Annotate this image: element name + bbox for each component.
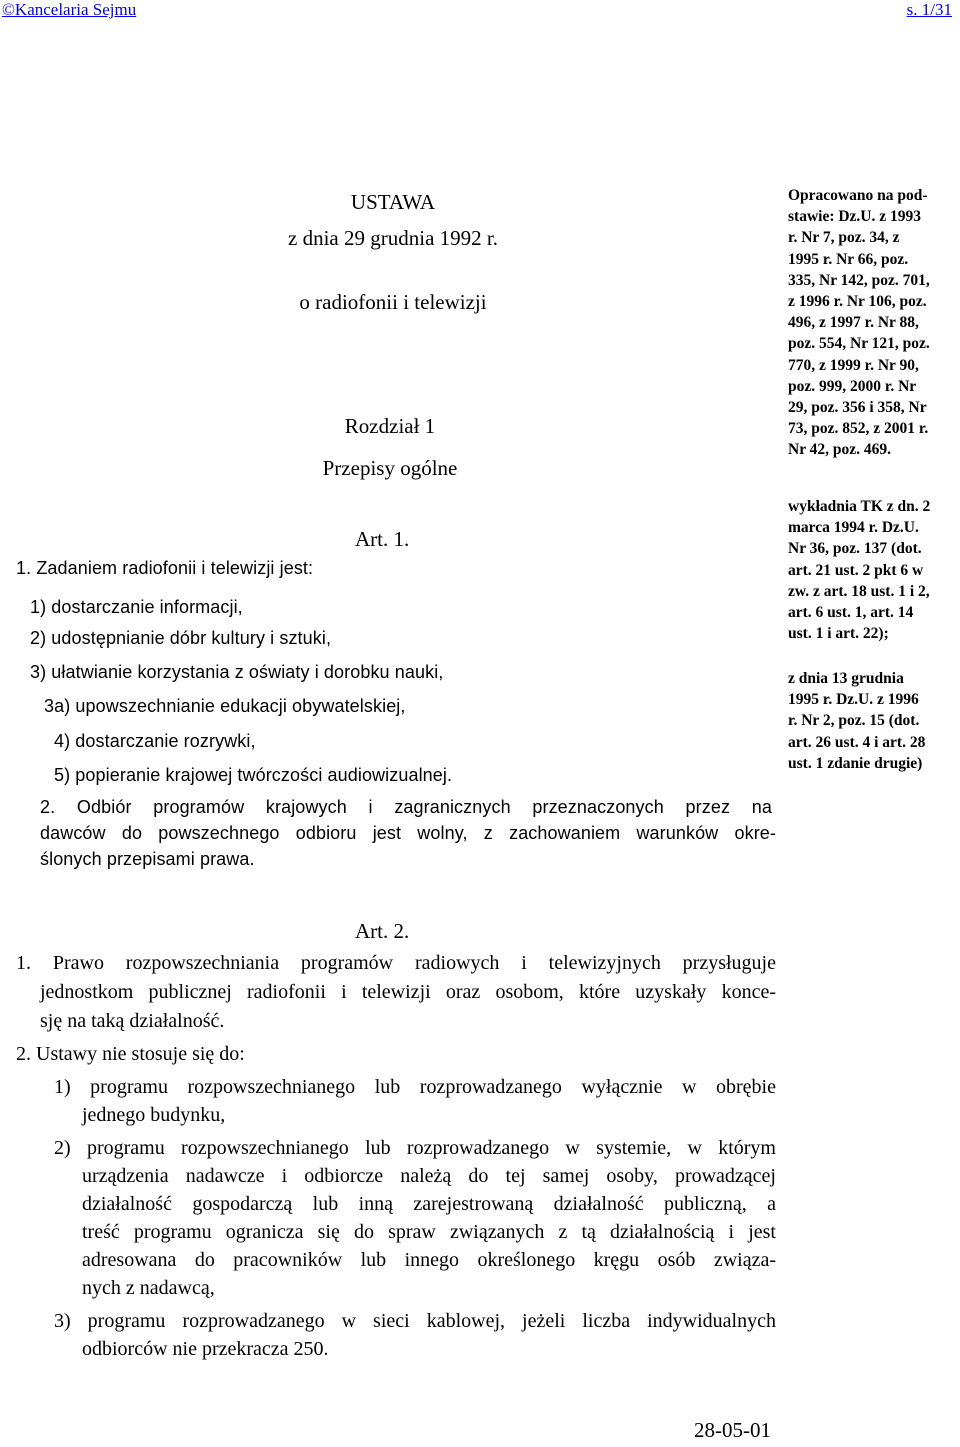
- note-line: Opracowano na pod-: [788, 187, 928, 204]
- note-line: 770, z 1999 r. Nr 90,: [788, 356, 919, 374]
- art1-para2-line3: ślonych przepisami prawa.: [40, 849, 255, 869]
- note-line: 335, Nr 142, poz. 701,: [788, 271, 930, 289]
- note-line: 1995 r. Dz.U. z 1996: [788, 691, 919, 709]
- art1-item-5: 5) popieranie krajowej twórczości audiowizualnej.: [54, 765, 453, 785]
- art1-item-3: 3) ułatwianie korzystania z oświaty i dorobku nauki,: [30, 662, 444, 682]
- chapter-number: Rozdział 1: [344, 414, 436, 438]
- art2-item2-line3: działalność gospodarczą lub inną zarejestrowaną działalność publiczną, a: [82, 1193, 776, 1215]
- art1-intro: 1. Zadaniem radiofonii i telewizji jest:: [16, 558, 314, 578]
- note-line: 73, poz. 852, z 2001 r.: [788, 420, 929, 438]
- art2-item3-line2: odbiorców nie przekracza 250.: [82, 1338, 329, 1360]
- art2-item1-line2: jednego budynku,: [82, 1104, 226, 1126]
- header-link-page[interactable]: s. 1/31: [906, 0, 952, 19]
- sidebar-note-tk: [788, 496, 960, 644]
- art2-item2-line2: urządzenia nadawcze i odbiorcze należą do tej samej osoby, prowadzącej: [82, 1165, 776, 1187]
- sidebar-note-sources: [788, 185, 960, 461]
- art2-item1-line1: 1) programu rozpowszechnianego lub rozprowadzanego wyłącznie w obrębie: [54, 1076, 776, 1098]
- art2-para2: 2. Ustawy nie stosuje się do:: [16, 1043, 245, 1065]
- document-type: USTAWA: [350, 190, 436, 214]
- note-line: poz. 554, Nr 121, poz.: [788, 335, 930, 353]
- note-line: art. 6 ust. 1, art. 14: [788, 604, 914, 622]
- note-line: stawie: Dz.U. z 1993: [788, 208, 922, 226]
- note-line: 29, poz. 356 i 358, Nr: [788, 399, 927, 417]
- art1-para2-line1: 2. Odbiór programów krajowych i zagranicznych przeznaczonych przez na: [40, 797, 772, 817]
- note-line: poz. 999, 2000 r. Nr: [788, 377, 917, 395]
- note-line: art. 26 ust. 4 i art. 28: [788, 733, 926, 751]
- art2-item2-line4: treść programu ogranicza się do spraw związanych z tą działalnością i jest: [82, 1221, 776, 1243]
- note-line: Nr 42, poz. 469.: [788, 441, 892, 459]
- art2-para1-line1: 1. Prawo rozpowszechniania programów radiowych i telewizyjnych przysługuje: [16, 952, 776, 974]
- art2-item2-line6: nych z nadawcą,: [82, 1277, 215, 1299]
- art2-item2-line5: adresowana do pracowników lub innego określonego kręgu osób związa-: [82, 1249, 776, 1271]
- art1-item-2: 2) udostępnianie dóbr kultury i sztuki,: [30, 628, 332, 648]
- note-line: r. Nr 7, poz. 34, z: [788, 229, 900, 247]
- art2-para1-line3: sję na taką działalność.: [40, 1010, 225, 1032]
- note-line: r. Nr 2, poz. 15 (dot.: [788, 712, 920, 730]
- note-line: ust. 1 i art. 22);: [788, 625, 889, 643]
- article-heading-2: Art. 2.: [355, 919, 410, 943]
- document-subject: o radiofonii i telewizji: [299, 290, 487, 314]
- art2-item3-line1: 3) programu rozprowadzanego w sieci kablowej, jeżeli liczba indywidualnych: [54, 1310, 776, 1332]
- note-line: Nr 36, poz. 137 (dot.: [788, 540, 922, 558]
- note-line: zw. z art. 18 ust. 1 i 2,: [788, 582, 930, 600]
- art1-item-3a: 3a) upowszechnianie edukacji obywatelskiej,: [44, 696, 406, 716]
- document-date: z dnia 29 grudnia 1992 r.: [288, 226, 498, 250]
- article-heading-1: Art. 1.: [355, 527, 410, 551]
- footer-date: 28-05-01: [694, 1418, 771, 1442]
- art1-para2-line2: dawców do powszechnego odbioru jest wolny, z zachowaniem warunków okre-: [40, 823, 776, 843]
- art1-item-1: 1) dostarczanie informacji,: [30, 597, 243, 617]
- art2-para1-line2: jednostkom publicznej radiofonii i telewizji oraz osobom, które uzyskały konce-: [40, 981, 776, 1003]
- note-line: 496, z 1997 r. Nr 88,: [788, 314, 919, 332]
- note-line: marca 1994 r. Dz.U.: [788, 519, 919, 537]
- note-line: z dnia 13 grudnia: [788, 670, 904, 687]
- note-line: 1995 r. Nr 66, poz.: [788, 250, 909, 268]
- note-line: z 1996 r. Nr 106, poz.: [788, 293, 927, 311]
- chapter-title: Przepisy ogólne: [322, 456, 458, 480]
- art1-item-4: 4) dostarczanie rozrywki,: [54, 731, 256, 751]
- art2-item2-line1: 2) programu rozpowszechnianego lub rozprowadzanego w systemie, w którym: [54, 1137, 776, 1159]
- note-line: ust. 1 zdanie drugie): [788, 754, 923, 772]
- note-line: wykładnia TK z dn. 2: [788, 498, 931, 515]
- header-link-kancelaria[interactable]: ©Kancelaria Sejmu: [2, 0, 137, 19]
- sidebar-note-1995: [788, 668, 960, 774]
- note-line: art. 21 ust. 2 pkt 6 w: [788, 561, 924, 579]
